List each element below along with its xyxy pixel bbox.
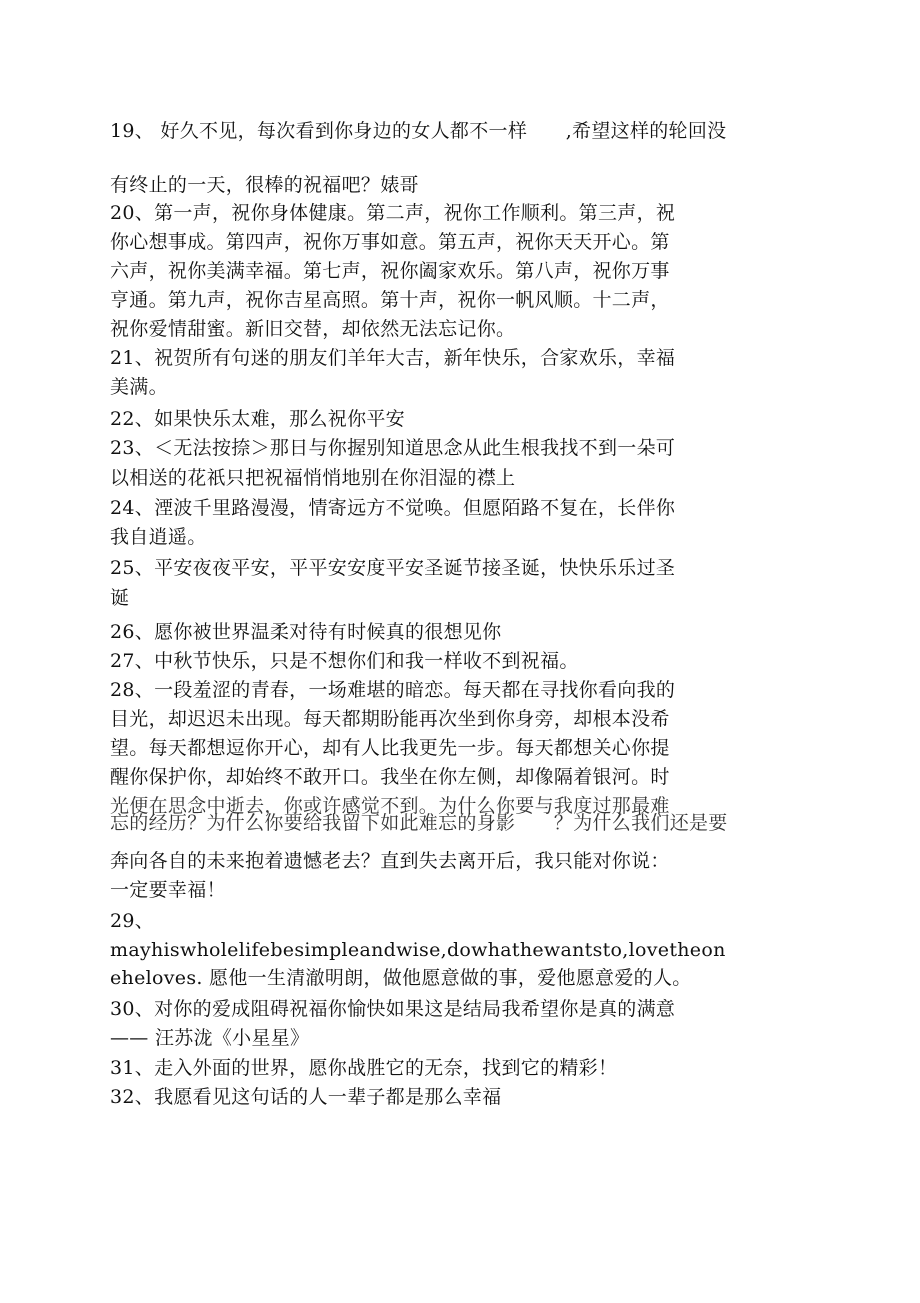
- text-line-20c: 六声，祝你美满幸福。第七声，祝你阖家欢乐。第八声，祝你万事: [110, 260, 670, 282]
- text-line-20b: 你心想事成。第四声，祝你万事如意。第五声，祝你天天开心。第: [110, 231, 670, 253]
- text-line-20d: 亨通。第九声，祝你吉星高照。第十声，祝你一帆风顺。十二声，: [110, 289, 670, 311]
- text-line-20a: 20、第一声，祝你身体健康。第二声，祝你工作顺利。第三声，祝: [110, 202, 676, 224]
- text-line-29c: eheloves. 愿他一生清澈明朗，做他愿意做的事，爱他愿意爱的人。: [110, 967, 692, 989]
- text-line-29b: mayhiswholelifebesimpleandwise,dowhathewantsto,lovetheon: [110, 939, 726, 961]
- text-line-26: 26、愿你被世界温柔对待有时候真的很想见你: [110, 621, 502, 643]
- text-line-29a: 29、: [110, 910, 155, 932]
- text-line-24b: 我自逍遥。: [110, 526, 207, 548]
- text-line-30a: 30、对你的爱成阻碍祝福你愉快如果这是结局我希望你是真的满意: [110, 998, 676, 1020]
- text-line-28b: 目光，却迟迟未出现。每天都期盼能再次坐到你身旁，却根本没希: [110, 708, 670, 730]
- text-line-31: 31、走入外面的世界，愿你战胜它的无奈，找到它的精彩！: [110, 1057, 618, 1079]
- text-line-30b: —— 汪苏泷《小星星》: [110, 1027, 310, 1049]
- text-line-19b: 有终止的一天，很棒的祝福吧？婊哥: [110, 174, 419, 196]
- text-line-25a: 25、平安夜夜平安，平平安安度平安圣诞节接圣诞，快快乐乐过圣: [110, 557, 676, 579]
- text-line-20e: 祝你爱情甜蜜。新旧交替，却依然无法忘记你。: [110, 318, 516, 340]
- text-line-23b: 以相送的花祇只把祝福悄悄地别在你泪湿的襟上: [110, 467, 516, 489]
- text-line-19a: 19、 好久不见，每次看到你身边的女人都不一样 ,希望这样的轮回没: [110, 120, 727, 142]
- text-line-21a: 21、祝贺所有句迷的朋友们羊年大吉，新年快乐，合家欢乐，幸福: [110, 347, 676, 369]
- text-line-27: 27、中秋节快乐，只是不想你们和我一样收不到祝福。: [110, 650, 579, 672]
- text-line-28h: 一定要幸福！: [110, 879, 226, 901]
- text-line-28a: 28、一段羞涩的青春，一场难堪的暗恋。每天都在寻找你看向我的: [110, 679, 676, 701]
- text-line-23a: 23、＜无法按捺＞那日与你握别知道思念从此生根我找不到一朵可: [110, 437, 676, 459]
- text-line-28c: 望。每天都想逗你开心，却有人比我更先一步。每天都想关心你提: [110, 737, 670, 759]
- text-line-25b: 诞: [110, 587, 130, 609]
- text-line-32: 32、我愿看见这句话的人一辈子都是那么幸福: [110, 1086, 502, 1108]
- text-line-21b: 美满。: [110, 376, 168, 398]
- text-line-28f: 忘的经历？为什么你要给我留下如此难忘的身影 ？为什么我们还是要: [110, 812, 728, 834]
- text-line-24a: 24、湮波千里路漫漫，情寄远方不觉唤。但愿陌路不复在，长伴你: [110, 497, 676, 519]
- text-line-28d: 醒你保护你，却始终不敢开口。我坐在你左侧，却像隔着银河。时: [110, 766, 670, 788]
- text-line-28e: 光便在思念中逝去，你或许感觉不到。为什么你要与我度过那最难: [110, 795, 670, 817]
- text-line-22: 22、如果快乐太难，那么祝你平安: [110, 408, 405, 430]
- text-line-28g: 奔向各自的未来抱着遗憾老去？直到失去离开后，我只能对你说：: [110, 850, 670, 872]
